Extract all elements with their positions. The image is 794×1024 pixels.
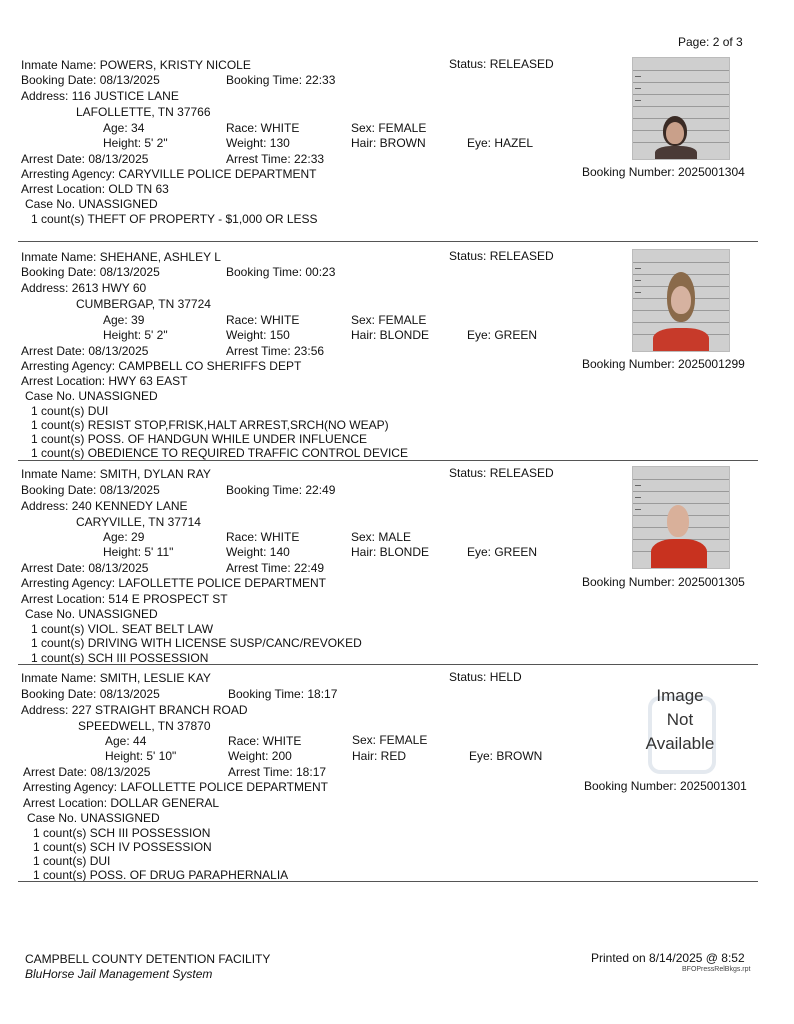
hair: Hair: RED <box>352 749 407 763</box>
booking-date: Booking Date: 08/13/2025 <box>21 73 160 87</box>
booking-number: Booking Number: 2025001305 <box>582 575 745 589</box>
charge: 1 count(s) DUI <box>31 404 109 418</box>
arrest-location: Arrest Location: 514 E PROSPECT ST <box>21 592 228 606</box>
arrest-location: Arrest Location: HWY 63 EAST <box>21 374 188 388</box>
arresting-agency: Arresting Agency: CAMPBELL CO SHERIFFS DEPT <box>21 359 302 373</box>
status: Status: RELEASED <box>449 57 554 71</box>
inmate-name: Inmate Name: POWERS, KRISTY NICOLE <box>21 58 251 72</box>
arresting-agency: Arresting Agency: CARYVILLE POLICE DEPARTMENT <box>21 167 317 181</box>
booking-date: Booking Date: 08/13/2025 <box>21 265 160 279</box>
charge: 1 count(s) SCH IV POSSESSION <box>33 840 212 854</box>
height: Height: 5' 2" <box>103 328 168 342</box>
weight: Weight: 130 <box>226 136 290 150</box>
case-number: Case No. UNASSIGNED <box>27 811 160 825</box>
weight: Weight: 200 <box>228 749 292 763</box>
charge: 1 count(s) DUI <box>33 854 111 868</box>
age: Age: 44 <box>105 734 147 748</box>
placeholder-text: Not <box>666 710 694 729</box>
status: Status: RELEASED <box>449 249 554 263</box>
charge: 1 count(s) THEFT OF PROPERTY - $1,000 OR LESS <box>31 212 318 226</box>
charge: 1 count(s) OBEDIENCE TO REQUIRED TRAFFIC CONTROL DEVICE <box>31 446 408 460</box>
case-number: Case No. UNASSIGNED <box>25 389 158 403</box>
mugshot-photo <box>632 57 730 160</box>
booking-time: Booking Time: 22:49 <box>226 483 336 497</box>
status: Status: HELD <box>449 670 522 684</box>
booking-date: Booking Date: 08/13/2025 <box>21 687 160 701</box>
address-line1: Address: 227 STRAIGHT BRANCH ROAD <box>21 703 248 717</box>
record-divider <box>18 460 758 461</box>
facility-name: CAMPBELL COUNTY DETENTION FACILITY <box>25 952 271 966</box>
weight: Weight: 150 <box>226 328 290 342</box>
mugshot-photo <box>632 249 730 352</box>
charge: 1 count(s) POSS. OF HANDGUN WHILE UNDER INFLUENCE <box>31 432 368 446</box>
height: Height: 5' 2" <box>103 136 168 150</box>
inmate-name: Inmate Name: SHEHANE, ASHLEY L <box>21 250 221 264</box>
age: Age: 39 <box>103 313 145 327</box>
booking-time: Booking Time: 22:33 <box>226 73 336 87</box>
inmate-name: Inmate Name: SMITH, DYLAN RAY <box>21 467 211 481</box>
eye: Eye: HAZEL <box>467 136 534 150</box>
eye: Eye: BROWN <box>469 749 543 763</box>
arrest-time: Arrest Time: 18:17 <box>228 765 327 779</box>
mugshot-photo <box>632 466 730 569</box>
sex: Sex: FEMALE <box>351 121 427 135</box>
arrest-date: Arrest Date: 08/13/2025 <box>23 765 151 779</box>
booking-number: Booking Number: 2025001304 <box>582 165 745 179</box>
placeholder-text: Available <box>645 734 715 753</box>
report-name: BFOPressRelBkgs.rpt <box>682 966 751 973</box>
page-number: Page: 2 of 3 <box>678 35 743 49</box>
address-line1: Address: 240 KENNEDY LANE <box>21 499 188 513</box>
height: Height: 5' 10" <box>105 749 177 763</box>
record-divider <box>18 241 758 242</box>
status: Status: RELEASED <box>449 466 554 480</box>
arresting-agency: Arresting Agency: LAFOLLETTE POLICE DEPARTMENT <box>23 780 328 794</box>
charge: 1 count(s) RESIST STOP,FRISK,HALT ARREST,SRCH(NO WEAP) <box>31 418 389 432</box>
race: Race: WHITE <box>226 121 300 135</box>
charge: 1 count(s) SCH III POSSESSION <box>31 651 209 665</box>
arresting-agency: Arresting Agency: LAFOLLETTE POLICE DEPARTMENT <box>21 576 326 590</box>
record-divider <box>18 881 758 882</box>
arrest-time: Arrest Time: 22:33 <box>226 152 325 166</box>
booking-date: Booking Date: 08/13/2025 <box>21 483 160 497</box>
age: Age: 29 <box>103 530 145 544</box>
booking-time: Booking Time: 00:23 <box>226 265 336 279</box>
address-line2: LAFOLLETTE, TN 37766 <box>76 105 211 119</box>
arrest-time: Arrest Time: 22:49 <box>226 561 325 575</box>
charge: 1 count(s) SCH III POSSESSION <box>33 826 211 840</box>
eye: Eye: GREEN <box>467 545 538 559</box>
case-number: Case No. UNASSIGNED <box>25 607 158 621</box>
arrest-location: Arrest Location: OLD TN 63 <box>21 182 169 196</box>
address-line2: CUMBERGAP, TN 37724 <box>76 297 211 311</box>
eye: Eye: GREEN <box>467 328 538 342</box>
race: Race: WHITE <box>228 734 302 748</box>
arrest-date: Arrest Date: 08/13/2025 <box>21 152 149 166</box>
hair: Hair: BROWN <box>351 136 426 150</box>
arrest-date: Arrest Date: 08/13/2025 <box>21 344 149 358</box>
booking-time: Booking Time: 18:17 <box>228 687 338 701</box>
height: Height: 5' 11" <box>103 545 174 559</box>
sex: Sex: MALE <box>351 530 412 544</box>
race: Race: WHITE <box>226 313 300 327</box>
placeholder-text: Image <box>656 686 704 705</box>
weight: Weight: 140 <box>226 545 290 559</box>
age: Age: 34 <box>103 121 145 135</box>
charge: 1 count(s) DRIVING WITH LICENSE SUSP/CANC/REVOKED <box>31 636 362 650</box>
address-line1: Address: 2613 HWY 60 <box>21 281 147 295</box>
arrest-location: Arrest Location: DOLLAR GENERAL <box>23 796 220 810</box>
hair: Hair: BLONDE <box>351 328 430 342</box>
booking-number: Booking Number: 2025001301 <box>584 779 747 793</box>
sex: Sex: FEMALE <box>352 733 428 747</box>
record-divider <box>18 664 758 665</box>
system-name: BluHorse Jail Management System <box>25 967 213 981</box>
address-line2: SPEEDWELL, TN 37870 <box>78 719 211 733</box>
sex: Sex: FEMALE <box>351 313 427 327</box>
image-not-available-placeholder <box>630 686 730 780</box>
arrest-date: Arrest Date: 08/13/2025 <box>21 561 149 575</box>
charge: 1 count(s) POSS. OF DRUG PARAPHERNALIA <box>33 868 289 882</box>
race: Race: WHITE <box>226 530 300 544</box>
charge: 1 count(s) VIOL. SEAT BELT LAW <box>31 622 214 636</box>
arrest-time: Arrest Time: 23:56 <box>226 344 325 358</box>
booking-number: Booking Number: 2025001299 <box>582 357 745 371</box>
inmate-name: Inmate Name: SMITH, LESLIE KAY <box>21 671 211 685</box>
address-line2: CARYVILLE, TN 37714 <box>76 515 201 529</box>
hair: Hair: BLONDE <box>351 545 430 559</box>
case-number: Case No. UNASSIGNED <box>25 197 158 211</box>
printed-timestamp: Printed on 8/14/2025 @ 8:52 <box>591 951 745 965</box>
address-line1: Address: 116 JUSTICE LANE <box>21 89 179 103</box>
